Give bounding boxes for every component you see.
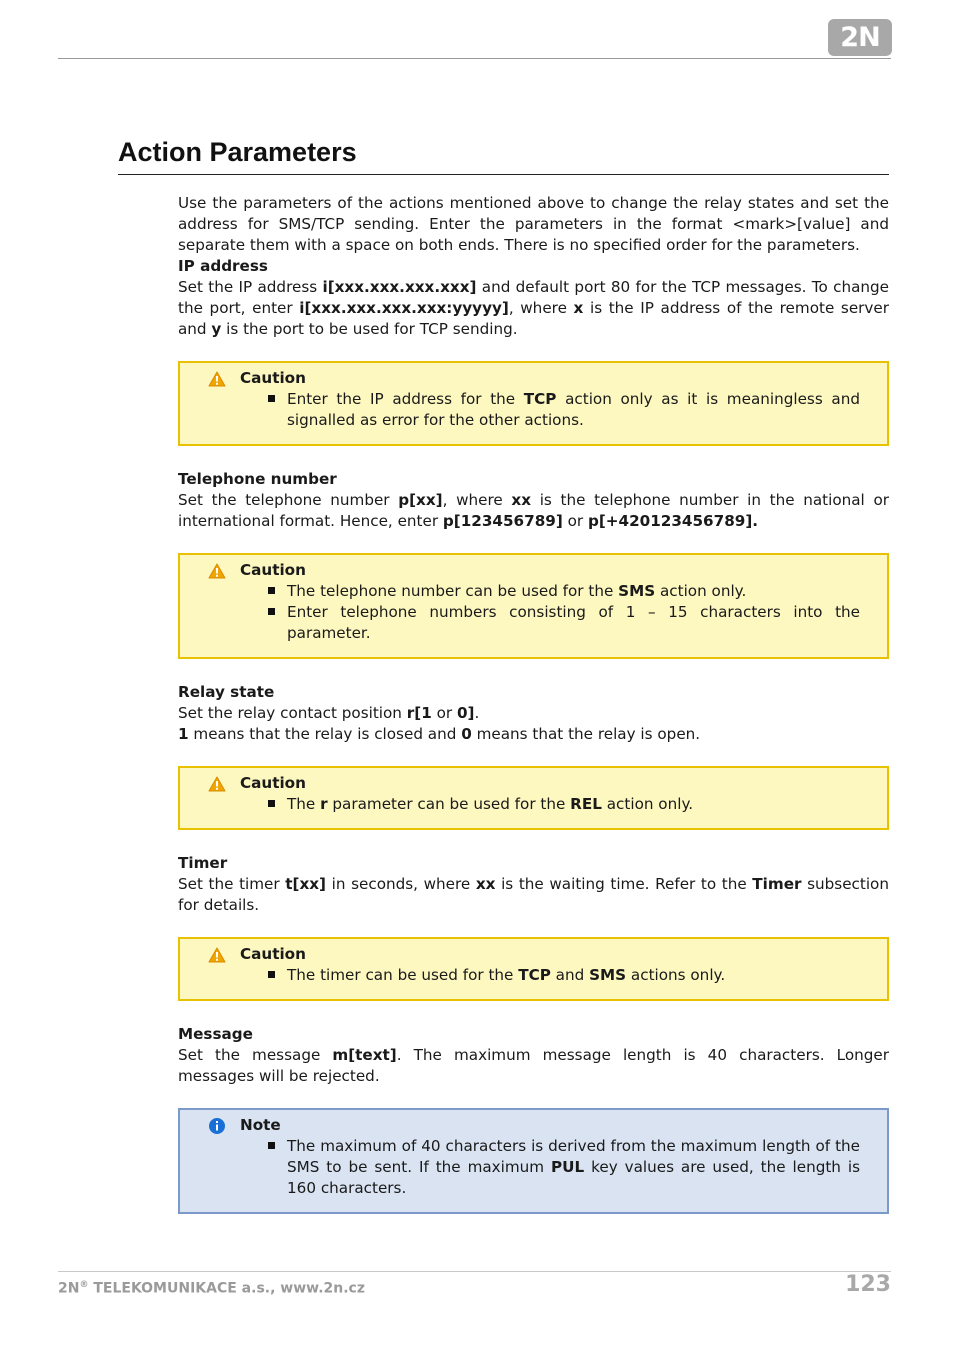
footer-rule	[58, 1271, 891, 1272]
message-paragraph: Set the message m[text]. The maximum message length is 40 characters. Longer messages will be rejected.	[178, 1046, 889, 1085]
header-rule	[58, 58, 891, 59]
ip-paragraph: Set the IP address i[xxx.xxx.xxx.xxx] and default port 80 for the TCP messages. To change the port, enter i[xxx.xxx.xxx.xxx:yyyyy], where x is the IP address of the remote server and y is the port to be used for TCP sending.	[178, 278, 890, 338]
title-rule	[118, 174, 889, 175]
caution-box-timer	[178, 937, 889, 1001]
phone-paragraph: Set the telephone number p[xx], where xx is the telephone number in the national or international format. Hence, enter p[123456789] or p[+420123456789].	[178, 491, 889, 530]
caution-label: Caution	[240, 945, 306, 963]
caution-item: Enter the IP address for the TCP action only as it is meaningless and signalled as error for the other actions.	[287, 390, 860, 429]
caution-list	[208, 965, 860, 986]
note-item: The maximum of 40 characters is derived from the maximum length of the SMS to be sent. If the maximum PUL key values are used, the length is 160 characters.	[287, 1137, 860, 1197]
message-heading: Message	[178, 1025, 253, 1043]
caution-label: Caution	[240, 369, 306, 387]
warning-icon	[208, 775, 226, 793]
main-content	[178, 193, 889, 1237]
note-header	[208, 1115, 860, 1136]
company-logo	[828, 19, 892, 56]
caution-box-ip	[178, 361, 889, 446]
timer-paragraph: Set the timer t[xx] in seconds, where xx is the waiting time. Refer to the Timer subsection for details.	[178, 875, 889, 914]
caution-item: The r parameter can be used for the REL action only.	[287, 794, 860, 815]
caution-label: Caution	[240, 561, 306, 579]
caution-list	[208, 794, 860, 815]
note-box-message	[178, 1108, 889, 1214]
caution-header	[208, 773, 860, 794]
ip-heading: IP address	[178, 257, 268, 275]
page-number: 123	[845, 1272, 891, 1297]
caution-box-phone	[178, 553, 889, 659]
caution-list	[208, 581, 860, 644]
caution-header	[208, 560, 860, 581]
timer-heading: Timer	[178, 854, 228, 872]
caution-label: Caution	[240, 774, 306, 792]
logo-text: 2N	[840, 22, 880, 53]
caution-header	[208, 944, 860, 965]
info-icon	[208, 1117, 226, 1135]
caution-item: The telephone number can be used for the SMS action only.	[287, 581, 860, 602]
caution-list	[208, 389, 860, 431]
relay-paragraph: Set the relay contact position r[1 or 0]. 1 means that the relay is closed and 0 means that the relay is open.	[178, 704, 701, 743]
footer-company: 2N® TELEKOMUNIKACE a.s., www.2n.cz	[58, 1280, 365, 1297]
caution-box-relay	[178, 766, 889, 830]
note-list	[208, 1136, 860, 1199]
caution-item: Enter telephone numbers consisting of 1 – 15 characters into the parameter.	[287, 603, 860, 642]
page-title: Action Parameters	[118, 137, 357, 167]
relay-heading: Relay state	[178, 683, 275, 701]
intro-paragraph: Use the parameters of the actions mentioned above to change the relay states and set the address for SMS/TCP sending. Enter the parameters in the format <mark>[value] and separate them with a space on both ends. There is no specified order for the parameters.	[178, 194, 889, 254]
caution-header	[208, 368, 860, 389]
warning-icon	[208, 370, 226, 388]
warning-icon	[208, 562, 226, 580]
note-label: Note	[240, 1116, 281, 1134]
phone-heading: Telephone number	[178, 470, 337, 488]
warning-icon	[208, 946, 226, 964]
caution-item: The timer can be used for the TCP and SMS actions only.	[287, 965, 860, 986]
